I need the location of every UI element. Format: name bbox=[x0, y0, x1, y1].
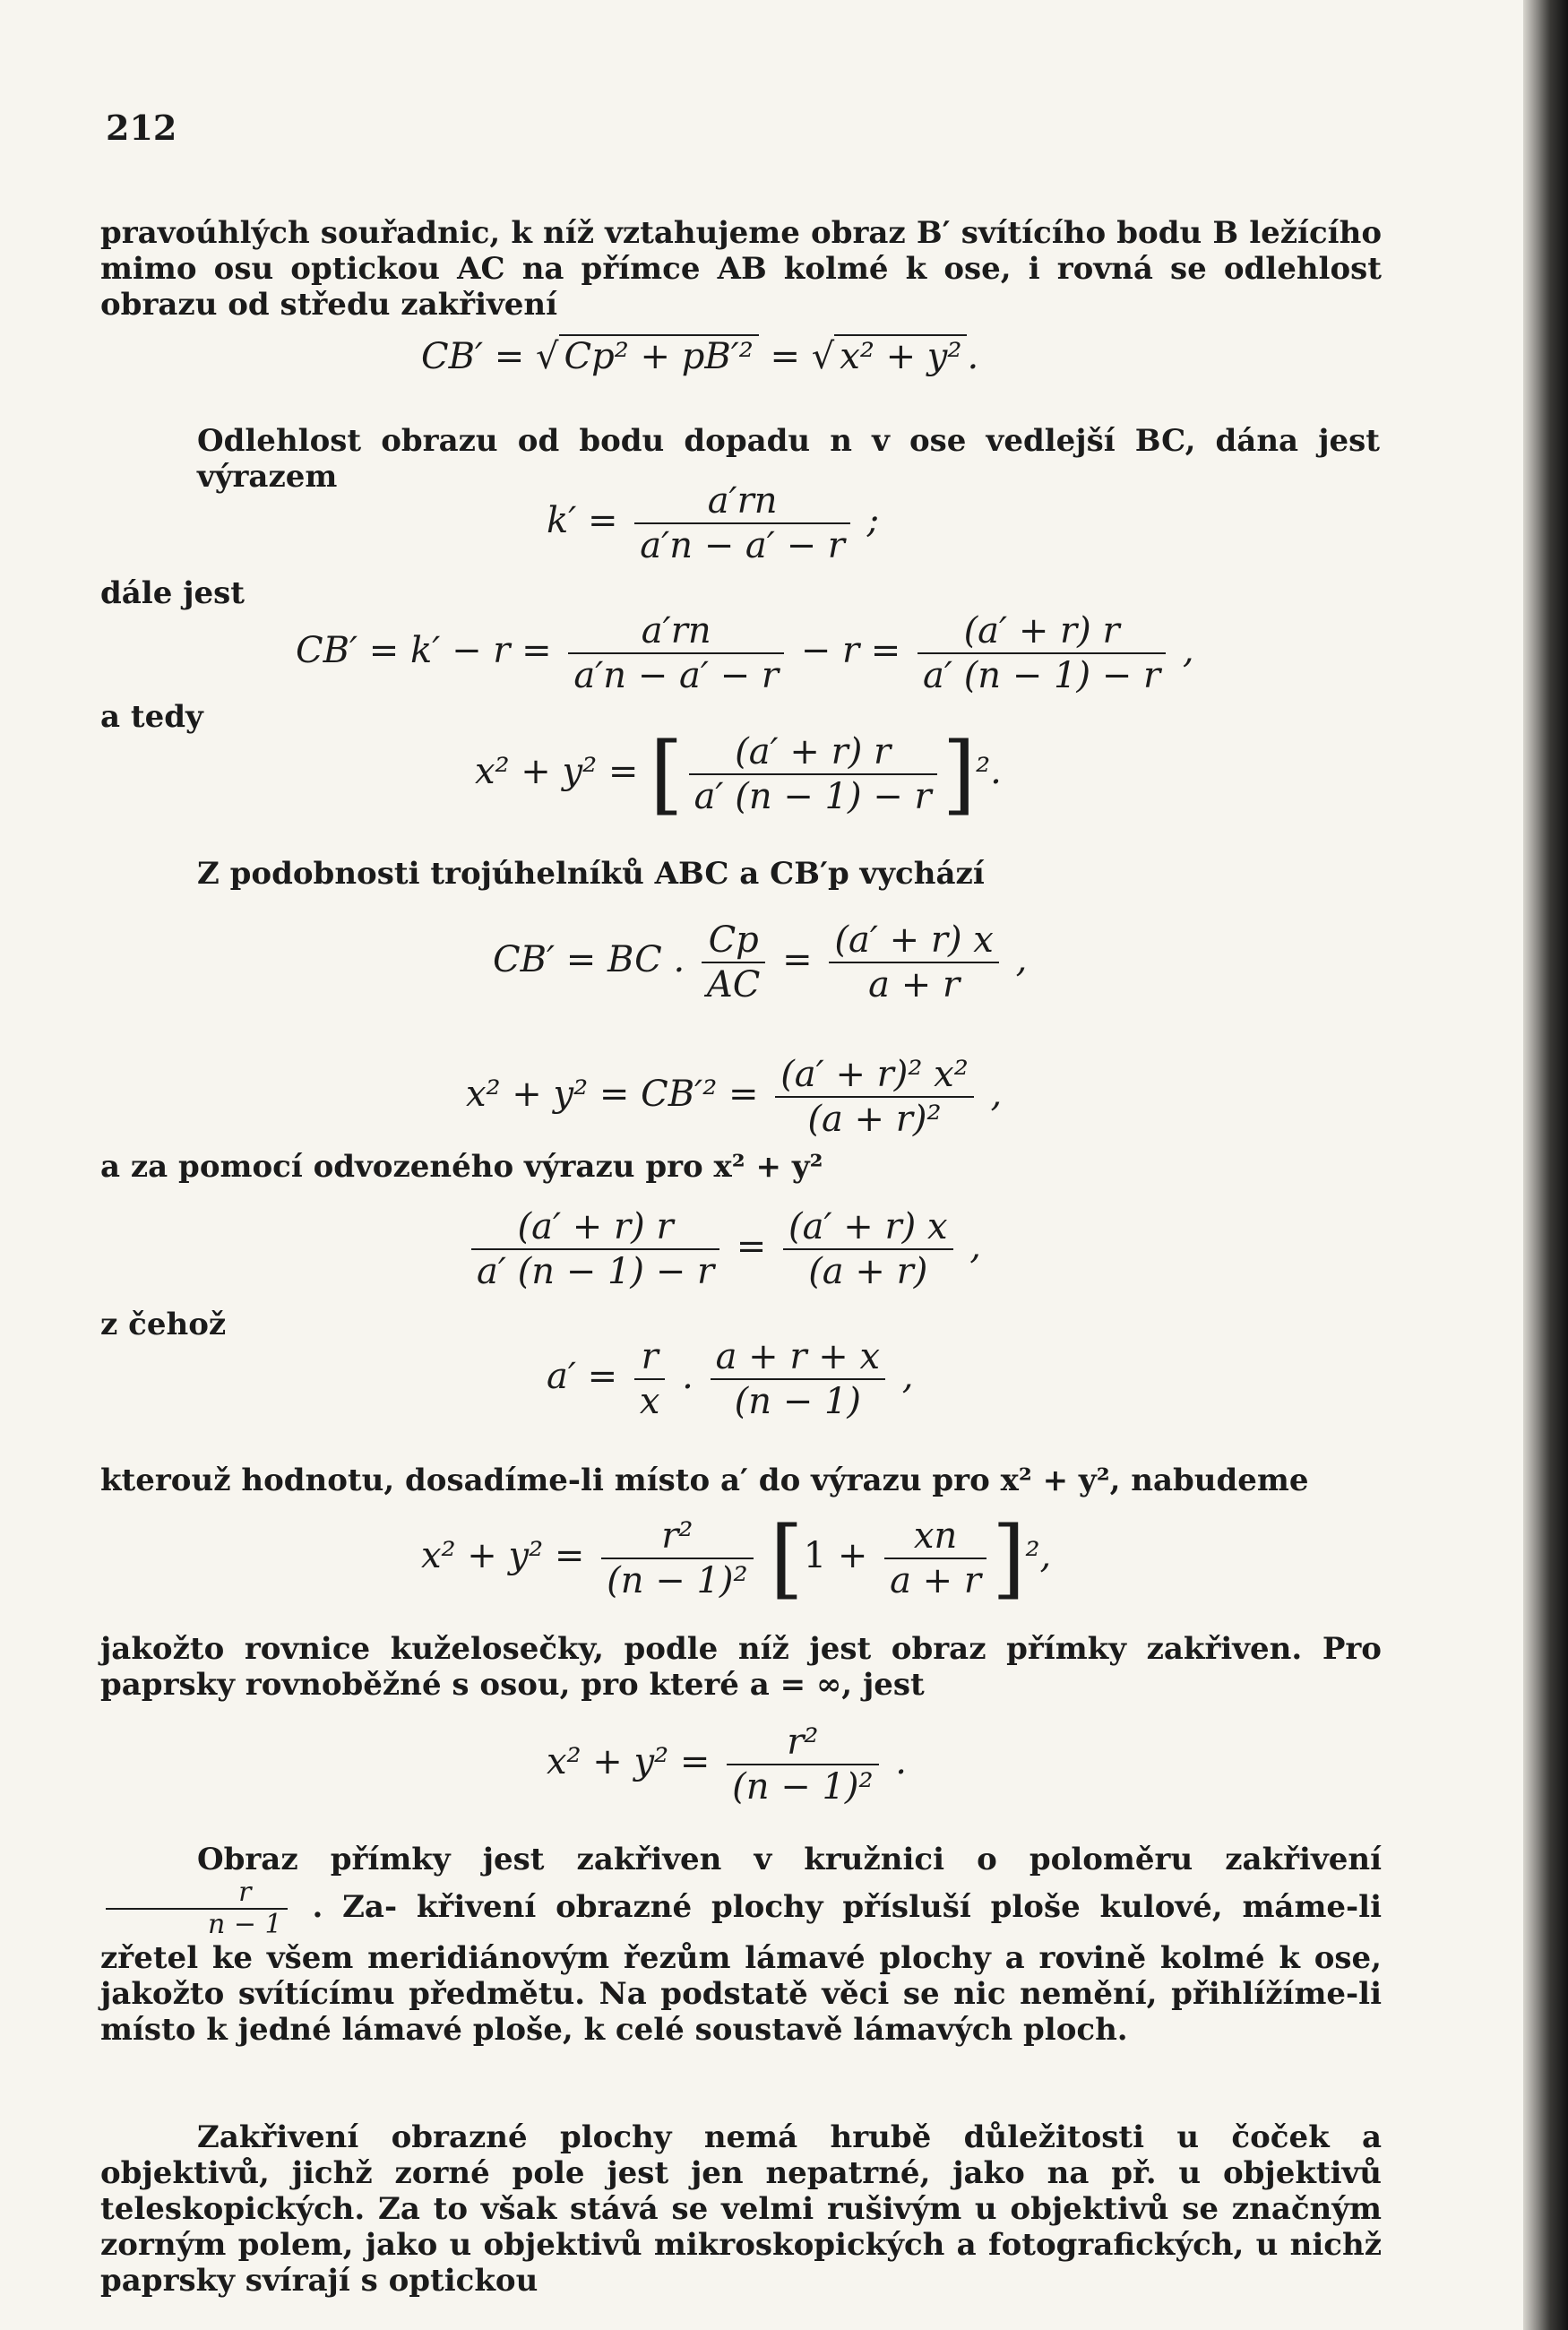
eq4-left-bracket: [ bbox=[650, 724, 684, 824]
eq6-left: x² + y² = CB′² = bbox=[466, 1074, 759, 1115]
eq2-left: k′ = bbox=[547, 500, 618, 541]
paragraph-1: pravoúhlých souřadnic, k níž vztahujeme obraz B′ svítícího bodu B ležícího mimo osu optickou AC na přímce AB kolmé k ose, i rovná se odlehlost obrazu od středu zakřivení bbox=[100, 215, 1382, 323]
eq3-fraction-1 bbox=[568, 609, 784, 697]
eq4-end: ². bbox=[976, 751, 1002, 792]
eq7-denominator-2: (a + r) bbox=[808, 1251, 928, 1292]
equation-5 bbox=[493, 919, 1027, 1006]
eq7-fraction-2 bbox=[783, 1205, 952, 1293]
eq7-denominator-1: a′ (n − 1) − r bbox=[477, 1251, 715, 1292]
equation-10 bbox=[547, 1721, 907, 1808]
radius-numerator: r bbox=[106, 1877, 288, 1910]
eq9-end: ², bbox=[1025, 1535, 1052, 1576]
eq5-numerator-1: Cp bbox=[702, 919, 766, 963]
paragraph-6: jakožto rovnice kuželosečky, podle níž jest obraz přímky zakřiven. Pro paprsky rovnoběžné s osou, pro které a = ∞, jest bbox=[100, 1631, 1382, 1703]
eq7-numerator-1: (a′ + r) r bbox=[471, 1205, 719, 1250]
eq8-fraction-1 bbox=[634, 1335, 666, 1423]
paragraph-5: kterouž hodnotu, dosadíme-li místo a′ do výrazu pro x² + y², nabudeme bbox=[100, 1463, 1309, 1498]
eq3-end: , bbox=[1182, 630, 1194, 671]
eq8-numerator-1: r bbox=[634, 1335, 666, 1380]
eq3-numerator-2: (a′ + r) r bbox=[918, 609, 1166, 654]
eq5-mid: = bbox=[782, 939, 813, 980]
eq4-left: x² + y² = bbox=[475, 751, 639, 792]
eq2-fraction bbox=[634, 479, 850, 567]
eq8-denominator-1: x bbox=[639, 1381, 660, 1422]
eq10-denominator: (n − 1)² bbox=[732, 1766, 874, 1808]
eq7-fraction-1 bbox=[471, 1205, 719, 1293]
eq4-fraction bbox=[689, 730, 937, 818]
eq3-denominator-2: a′ (n − 1) − r bbox=[923, 655, 1161, 696]
eq8-mid: . bbox=[682, 1356, 694, 1397]
eq1-radicand-1: Cp² + pB′² bbox=[559, 334, 759, 377]
paragraph-7 bbox=[100, 1842, 1382, 2048]
eq4-numerator: (a′ + r) r bbox=[689, 730, 937, 775]
equation-8 bbox=[547, 1335, 913, 1423]
paragraph-7-rest: . Za- křivení obrazné plochy přísluší ploše kulové, máme-li zřetel ke všem meridiánovým řezům lámavé plochy a rovině kolmé k ose, jakožto svítícímu předmětu. Na podstatě věci se nic nemění, přihlížíme-li místo k jedné lámavé ploše, k celé soustavě lámavých ploch. bbox=[100, 1889, 1383, 2048]
radius-denominator: n − 1 bbox=[208, 1909, 282, 1940]
paragraph-2: Odlehlost obrazu od bodu dopadu n v ose vedlejší BC, dána jest výrazem bbox=[197, 423, 1380, 495]
equation-9 bbox=[421, 1508, 1052, 1609]
equation-3 bbox=[296, 609, 1194, 697]
eq10-end: . bbox=[895, 1741, 907, 1782]
eq2-end: ; bbox=[866, 500, 880, 541]
eq5-left: CB′ = BC . bbox=[493, 939, 685, 980]
eq5-denominator-2: a + r bbox=[868, 964, 961, 1005]
page-number: 212 bbox=[106, 108, 177, 148]
eq4-right-bracket: ] bbox=[942, 724, 977, 824]
eq1-end: . bbox=[967, 336, 979, 377]
eq6-end: , bbox=[990, 1074, 1003, 1115]
eq4-denominator: a′ (n − 1) − r bbox=[694, 776, 932, 817]
equation-7 bbox=[466, 1205, 981, 1293]
eq3-denominator-1: a′n − a′ − r bbox=[573, 655, 780, 696]
eq5-fraction-2 bbox=[829, 919, 998, 1006]
eq7-mid: = bbox=[736, 1226, 767, 1267]
eq8-numerator-2: a + r + x bbox=[711, 1335, 885, 1380]
eq8-end: , bbox=[901, 1356, 914, 1397]
label-dale-jest: dále jest bbox=[100, 575, 245, 611]
eq9-left: x² + y² = bbox=[421, 1535, 585, 1576]
eq5-denominator-1: AC bbox=[706, 964, 761, 1005]
eq5-numerator-2: (a′ + r) x bbox=[829, 919, 998, 963]
eq2-denominator: a′n − a′ − r bbox=[640, 525, 845, 566]
eq8-denominator-2: (n − 1) bbox=[734, 1381, 861, 1422]
equation-4 bbox=[475, 724, 1002, 824]
paragraph-4: a za pomocí odvozeného výrazu pro x² + y² bbox=[100, 1149, 823, 1185]
eq1-left: CB′ = √ bbox=[421, 336, 559, 377]
eq9-right-bracket: ] bbox=[992, 1508, 1026, 1609]
eq10-fraction bbox=[727, 1721, 878, 1808]
eq3-numerator-1: a′rn bbox=[568, 609, 784, 654]
paragraph-7-start: Obraz přímky jest zakřiven v kružnici o poloměru zakřivení bbox=[197, 1842, 1382, 1877]
eq9-numerator-1: r² bbox=[601, 1514, 753, 1559]
eq2-numerator: a′rn bbox=[634, 479, 850, 524]
eq3-mid: − r = bbox=[800, 630, 901, 671]
eq9-denominator-1: (n − 1)² bbox=[607, 1560, 748, 1601]
eq9-fraction-1 bbox=[601, 1514, 753, 1602]
eq6-fraction bbox=[775, 1053, 974, 1141]
eq5-fraction-1 bbox=[702, 919, 766, 1006]
eq3-left: CB′ = k′ − r = bbox=[296, 630, 552, 671]
eq10-numerator: r² bbox=[727, 1721, 878, 1765]
paragraph-8: Zakřivení obrazné plochy nemá hrubě důležitosti u čoček a objektivů, jichž zorné pole jest jen nepatrné, jako na př. u objektivů teleskopických. Za to však stává se velmi rušivým u objektivů se značným zorným polem, jako u objektivů mikroskopických a fotografických, u nichž paprsky svírají s optickou bbox=[100, 2119, 1382, 2299]
eq9-numerator-2: xn bbox=[884, 1514, 986, 1559]
book-edge-shadow bbox=[1523, 0, 1568, 2330]
eq7-end: , bbox=[969, 1226, 981, 1267]
eq8-fraction-2 bbox=[711, 1335, 885, 1423]
eq9-denominator-2: a + r bbox=[890, 1560, 982, 1601]
eq6-numerator: (a′ + r)² x² bbox=[775, 1053, 974, 1098]
eq8-left: a′ = bbox=[547, 1356, 618, 1397]
eq9-left-bracket: [ bbox=[770, 1508, 804, 1609]
eq10-left: x² + y² = bbox=[547, 1741, 711, 1782]
eq3-fraction-2 bbox=[918, 609, 1166, 697]
label-a-tedy: a tedy bbox=[100, 699, 203, 735]
eq7-numerator-2: (a′ + r) x bbox=[783, 1205, 952, 1250]
label-z-cehoz: z čehož bbox=[100, 1307, 227, 1342]
eq1-radicand-2: x² + y² bbox=[834, 334, 967, 377]
eq9-fraction-2 bbox=[884, 1514, 986, 1602]
eq6-denominator: (a + r)² bbox=[807, 1099, 942, 1140]
eq1-mid: = √ bbox=[758, 336, 835, 377]
eq9-inner: 1 + bbox=[803, 1535, 868, 1576]
equation-6 bbox=[466, 1053, 1002, 1141]
radius-fraction bbox=[106, 1877, 288, 1940]
eq5-end: , bbox=[1015, 939, 1028, 980]
equation-2 bbox=[547, 479, 879, 567]
equation-1 bbox=[421, 336, 978, 377]
paragraph-3: Z podobnosti trojúhelníků ABC a CB′p vychází bbox=[197, 856, 985, 892]
